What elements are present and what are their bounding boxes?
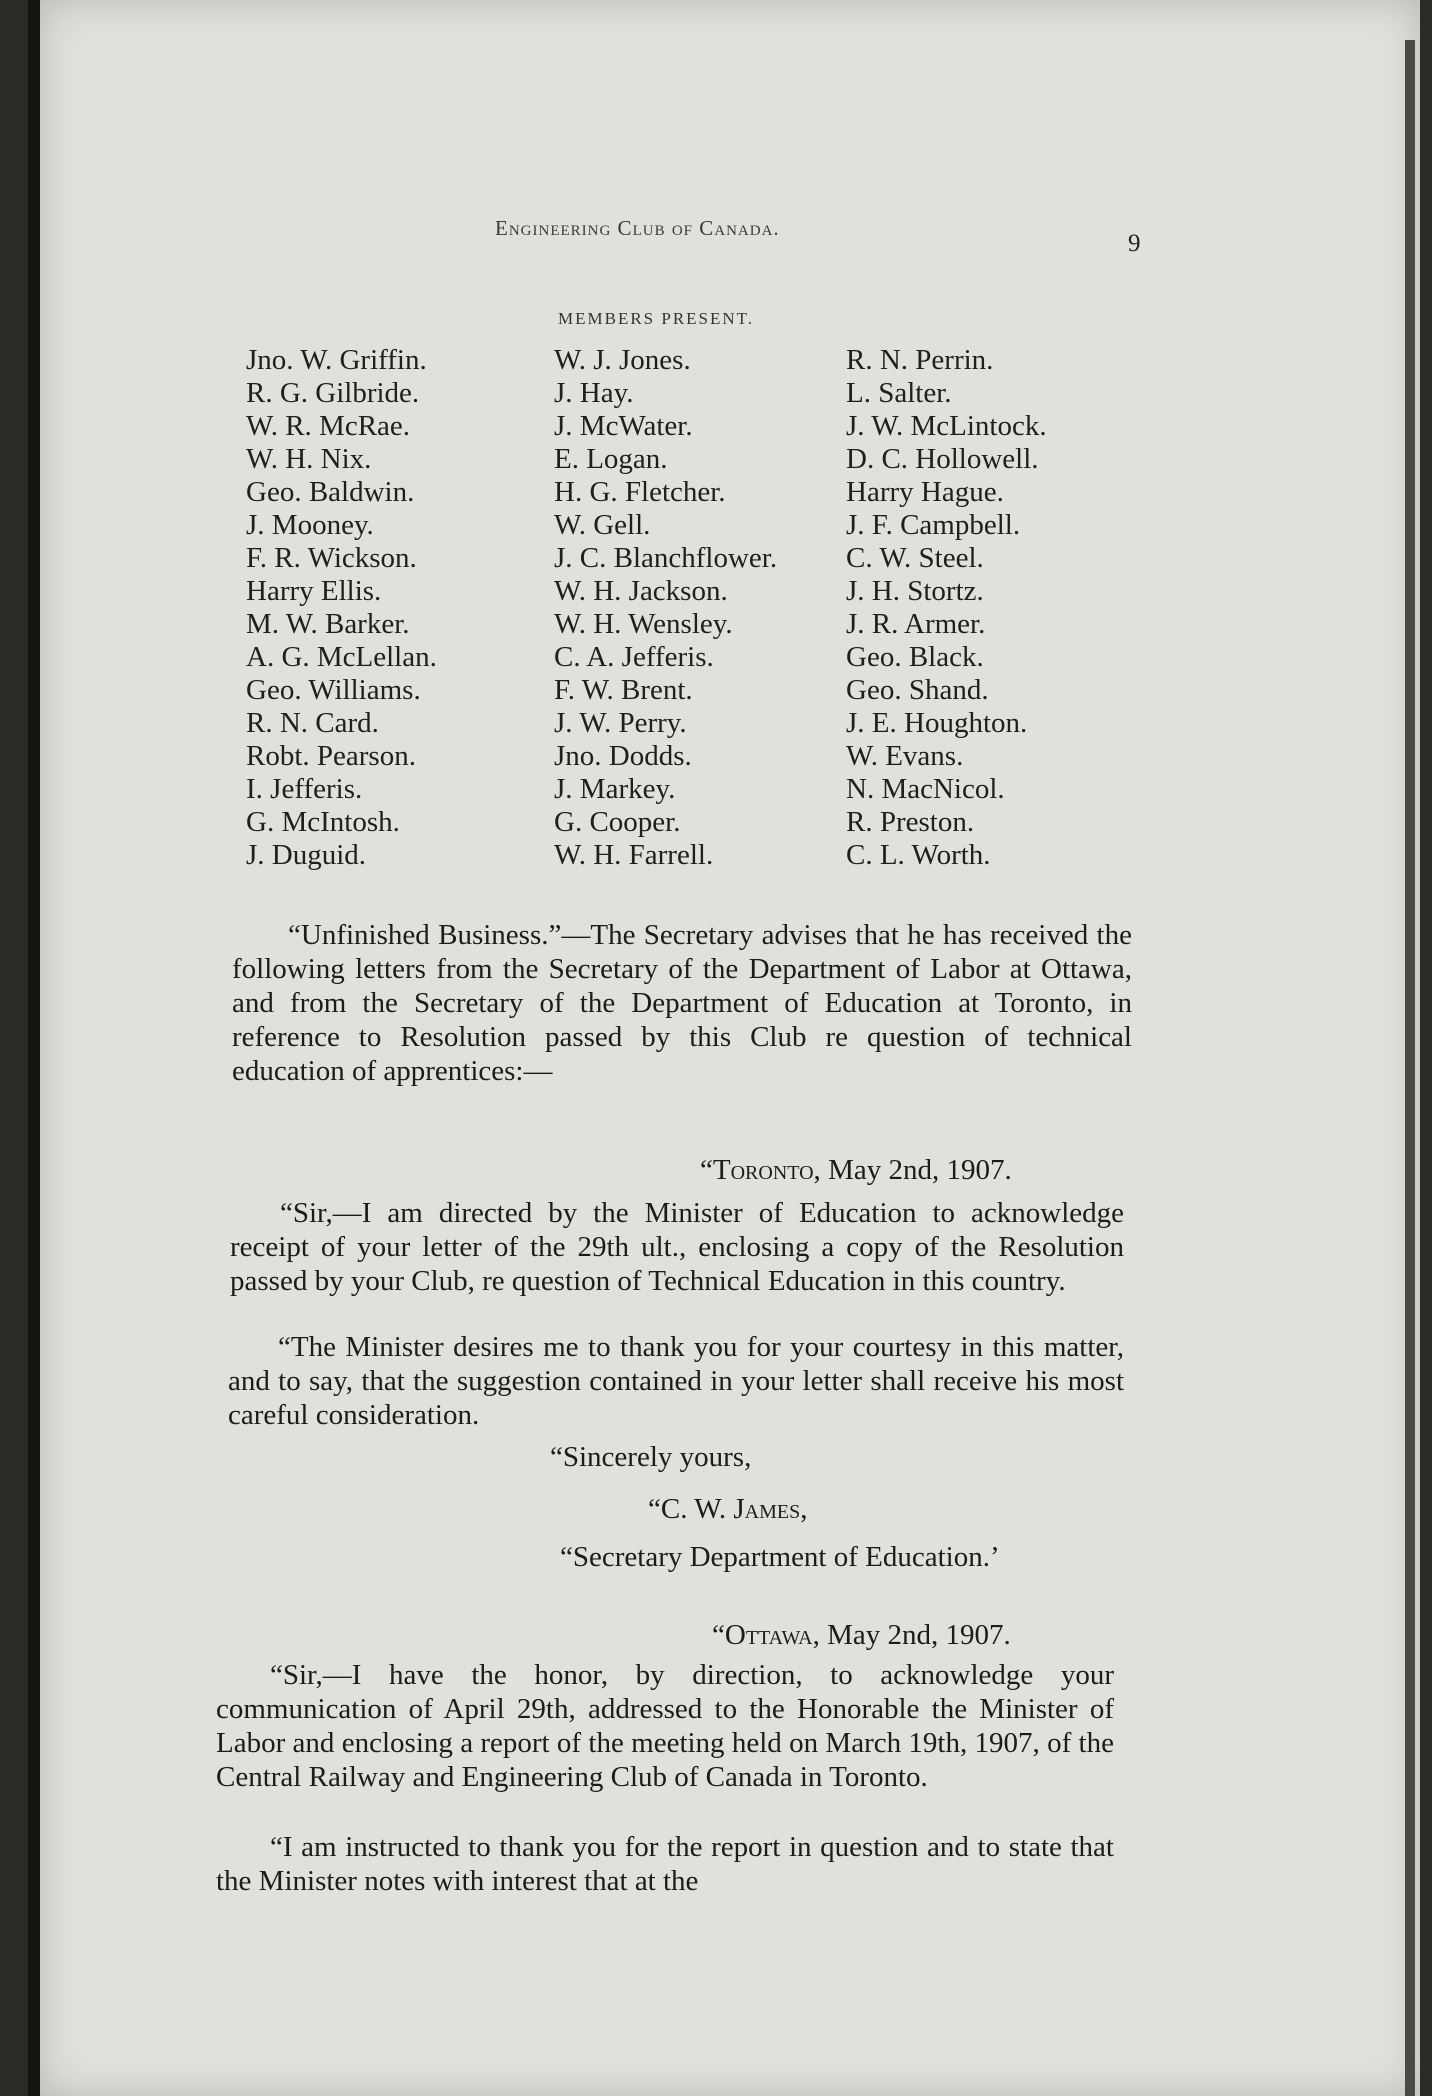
member-name: Geo. Shand. [846,674,989,706]
member-name: I. Jefferis. [246,773,363,805]
letter-signer: “C. W. James, [648,1493,808,1525]
page-number: 9 [1128,230,1141,257]
dateline-place: “Ottawa, [712,1619,820,1651]
member-name: Geo. Williams. [246,674,421,706]
member-name: J. W. Perry. [554,707,687,739]
member-name: Jno. Dodds. [554,740,692,772]
dateline-date: May 2nd, 1907. [820,1154,1012,1186]
member-name: R. Preston. [846,806,975,838]
members-column-1 [246,344,437,872]
member-name: J. Markey. [554,773,676,805]
member-name: J. F. Campbell. [846,509,1021,541]
member-name: J. Hay. [554,377,634,409]
member-name: R. N. Perrin. [846,344,994,376]
member-name: W. J. Jones. [554,344,691,376]
unfinished-business-paragraph: “Unfinished Business.”—The Secretary advises that he has received the following letters from the Secretary of the Department of Labor at Ottawa, and from the Secretary of the Department of Education at Toronto, in reference to Resolution passed by this Club re question of technical education of apprentices:— [232,919,1132,1087]
member-name: J. McWater. [554,410,693,442]
member-name: Robt. Pearson. [246,740,416,772]
member-name: R. G. Gilbride. [246,377,420,409]
member-name: W. H. Nix. [246,443,372,475]
member-name: C. W. Steel. [846,542,984,574]
member-name: A. G. McLellan. [246,641,437,673]
member-name: W. Gell. [554,509,651,541]
member-name: L. Salter. [846,377,952,409]
members-present-heading: MEMBERS PRESENT. [558,309,755,328]
member-name: J. Mooney. [246,509,374,541]
toronto-dateline [700,1153,1012,1187]
education-letter-paragraph-1: “Sir,—I am directed by the Minister of Education to acknowledge receipt of your letter of the 29th ult., enclosing a copy of the Resolution passed by your Club, re question of Technical Education in this country. [230,1197,1124,1297]
ottawa-dateline [712,1618,1011,1652]
member-name: J. C. Blanchflower. [554,542,778,574]
member-name: F. W. Brent. [554,674,693,706]
member-name: R. N. Card. [246,707,379,739]
member-name: W. H. Farrell. [554,839,714,871]
member-name: F. R. Wickson. [246,542,417,574]
member-name: W. R. McRae. [246,410,411,442]
member-name: H. G. Fletcher. [554,476,726,508]
book-gutter [28,0,40,2096]
member-name: G. Cooper. [554,806,681,838]
running-head: Engineering Club of Canada. [495,216,780,240]
members-column-2 [554,344,777,872]
member-name: M. W. Barker. [246,608,410,640]
member-name: J. E. Houghton. [846,707,1028,739]
member-name: Geo. Black. [846,641,984,673]
member-name: W. H. Jackson. [554,575,728,607]
member-name: G. McIntosh. [246,806,400,838]
member-name: Geo. Baldwin. [246,476,415,508]
page-edge [1405,40,1415,2096]
education-letter-paragraph-2: “The Minister desires me to thank you for your courtesy in this matter, and to say, that the suggestion contained in your letter shall receive his most careful consideration. [228,1331,1124,1431]
member-name: Harry Hague. [846,476,1004,508]
member-name: W. H. Wensley. [554,608,733,640]
member-name: Harry Ellis. [246,575,382,607]
member-name: E. Logan. [554,443,668,475]
member-name: W. Evans. [846,740,964,772]
letter-closing: “Sincerely yours, [550,1441,752,1473]
letter-signer-title: “Secretary Department of Education.’ [560,1541,1000,1573]
members-column-3 [846,344,1047,872]
member-name: J. R. Armer. [846,608,986,640]
dateline-place: “Toronto, [700,1154,821,1186]
member-name: J. W. McLintock. [846,410,1047,442]
member-name: J. Duguid. [246,839,367,871]
labor-letter-paragraph-1: “Sir,—I have the honor, by direction, to acknowledge your communication of April 29th, addressed to the Honorable the Minister of Labor and enclosing a report of the meeting held on March 19th, 1907, of the Central Railway and Engineering Club of Canada in Toronto. [216,1659,1114,1793]
member-name: D. C. Hollowell. [846,443,1039,475]
dateline-date: May 2nd, 1907. [819,1619,1011,1651]
member-name: Jno. W. Griffin. [246,344,427,376]
member-name: C. A. Jefferis. [554,641,714,673]
member-name: C. L. Worth. [846,839,991,871]
member-name: J. H. Stortz. [846,575,984,607]
member-name: N. MacNicol. [846,773,1005,805]
labor-letter-paragraph-2: “I am instructed to thank you for the report in question and to state that the Minister notes with interest that at the [216,1831,1114,1897]
